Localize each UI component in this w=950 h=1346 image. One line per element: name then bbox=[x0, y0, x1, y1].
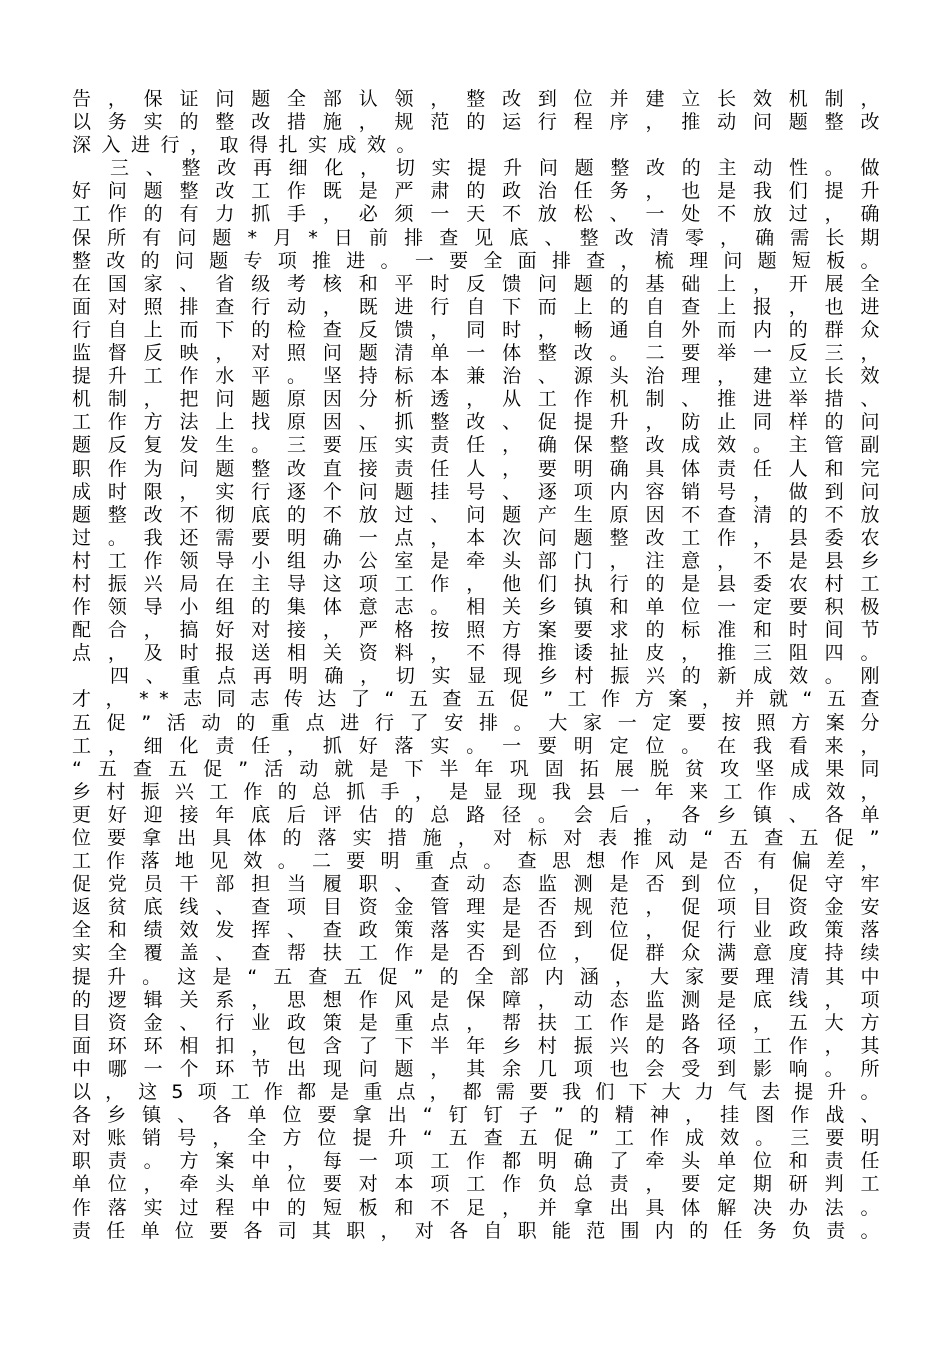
text-line: 职作为问题整改直接责任人，要明确具体责任人和完 bbox=[72, 457, 890, 480]
text-line: 题整改不彻底的不放过、问题产生原因不查清的不放 bbox=[72, 503, 890, 526]
text-line: 工作方法上找原因、抓整改、促提升，防止同样的问 bbox=[72, 411, 890, 434]
text-line: 位要拿出具体的落实措施，对标对表推动“五查五促” bbox=[72, 827, 890, 849]
text-line: 工，细化责任，抓好落实。一要明定位。在我看来， bbox=[72, 734, 890, 757]
text-line: 深入进行，取得扎实成效。 bbox=[72, 134, 427, 157]
text-line: 机制，把问题原因分析透，从工作机制、推进举措、 bbox=[72, 388, 890, 411]
text-line: 成时限，实行逐个问题挂号、逐项内容销号，做到问 bbox=[72, 480, 890, 503]
text-line: 村振兴局在主导这项工作，他们执行的是县委农村工 bbox=[72, 572, 890, 595]
text-line: 目资金、行业政策是重点，帮扶工作是路径，五大方 bbox=[72, 1011, 890, 1034]
text-line: 配合，搞好对接，严格按照方案要求的标准和时间节 bbox=[72, 619, 890, 642]
section-heading-line: 四、重点再明确，切实显现乡村振兴的新成效。刚 bbox=[110, 665, 890, 688]
text-line: 返贫底线、查项目资金管理是否规范，促项目资金安 bbox=[72, 896, 890, 919]
text-line: 题反复发生。三要压实责任，确保整改成效。主管副 bbox=[72, 434, 890, 457]
text-line: 工作的有力抓手，必须一天不放松、一处不放过，确 bbox=[72, 203, 890, 226]
text-line: 告，保证问题全部认领，整改到位并建立长效机制， bbox=[72, 88, 890, 110]
text-line: 面对照排查行动，既进行自下而上的自查上报，也进 bbox=[72, 295, 890, 318]
text-line: 对账销号，全方位提升“五查五促”工作成效。三要明 bbox=[72, 1127, 890, 1150]
text-line: 行自上而下的检查反馈，同时，畅通自外而内的群众 bbox=[72, 318, 890, 341]
text-line: “五查五促”活动就是下半年巩固拓展脱贫攻坚成果同 bbox=[72, 757, 890, 780]
section-heading-line: 三、整改再细化，切实提升问题整改的主动性。做 bbox=[110, 157, 890, 180]
document-body bbox=[72, 88, 890, 1243]
text-line: 过。我还需要明确一点，本次问题整改工作，县委农 bbox=[72, 526, 890, 549]
text-line: 促党员干部担当履职、查动态监测是否到位，促守牢 bbox=[72, 873, 890, 896]
text-line: 监督反映，对照问题清单一体整改。二要举一反三， bbox=[72, 342, 890, 365]
text-line: 提升。这是“五查五促”的全部内涵，大家要理清其中 bbox=[72, 965, 890, 988]
text-line: 以，这5项工作都是重点，都需要我们下大力气去提升。 bbox=[72, 1081, 890, 1104]
text-line: 作落实过程中的短板和不足，并拿出具体解决办法。 bbox=[72, 1196, 890, 1219]
text-line: 各乡镇、各单位要拿出“钉钉子”的精神，挂图作战、 bbox=[72, 1104, 890, 1127]
text-line: 作领导小组的集体意志。相关乡镇和单位一定要积极 bbox=[72, 596, 890, 619]
text-line: 责任单位要各司其职，对各自职能范围内的任务负责。 bbox=[72, 1219, 890, 1242]
text-line: 中哪一个环节出现问题，其余几项也会受到影响。所 bbox=[72, 1057, 890, 1080]
text-line: 好问题整改工作既是严肃的政治任务，也是我们提升 bbox=[72, 180, 890, 203]
text-line: 更好迎接年底后评估的总路径。会后，各乡镇、各单 bbox=[72, 803, 890, 826]
text-line: 点，及时报送相关资料，不得推诿扯皮，推三阻四。 bbox=[72, 642, 890, 665]
text-line: 实全覆盖、查帮扶工作是否到位，促群众满意度持续 bbox=[72, 942, 890, 965]
text-line: 乡村振兴工作的总抓手，是显现我县一年来工作成效， bbox=[72, 780, 890, 803]
text-line: 提升工作水平。坚持标本兼治、源头治理，建立长效 bbox=[72, 365, 890, 388]
text-line: 全和绩效发挥、查政策落实是否到位，促行业政策落 bbox=[72, 919, 890, 942]
text-line: 的逻辑关系，思想作风是保障，动态监测是底线，项 bbox=[72, 988, 890, 1011]
text-line: 工作落地见效。二要明重点。查思想作风是否有偏差， bbox=[72, 850, 890, 873]
text-line: 保所有问题*月*日前排查见底、整改清零，确需长期 bbox=[72, 226, 890, 249]
text-line: 职责。方案中，每一项工作都明确了牵头单位和责任 bbox=[72, 1150, 890, 1173]
text-line: 整改的问题专项推进。一要全面排查，梳理问题短板。 bbox=[72, 249, 890, 272]
text-line: 在国家、省级考核和平时反馈问题的基础上，开展全 bbox=[72, 272, 890, 295]
text-line: 才，**志同志传达了“五查五促”工作方案，并就“五查 bbox=[72, 688, 890, 711]
text-line: 五促”活动的重点进行了安排。大家一定要按照方案分 bbox=[72, 711, 890, 734]
text-line: 面环环相扣，包含了下半年乡村振兴的各项工作，其 bbox=[72, 1034, 890, 1057]
text-line: 单位，牵头单位要对本项工作负总责，要定期研判工 bbox=[72, 1173, 890, 1196]
text-line: 以务实的整改措施，规范的运行程序，推动问题整改 bbox=[72, 111, 890, 134]
text-line: 村工作领导小组办公室是牵头部门，注意，不是县乡 bbox=[72, 549, 890, 572]
